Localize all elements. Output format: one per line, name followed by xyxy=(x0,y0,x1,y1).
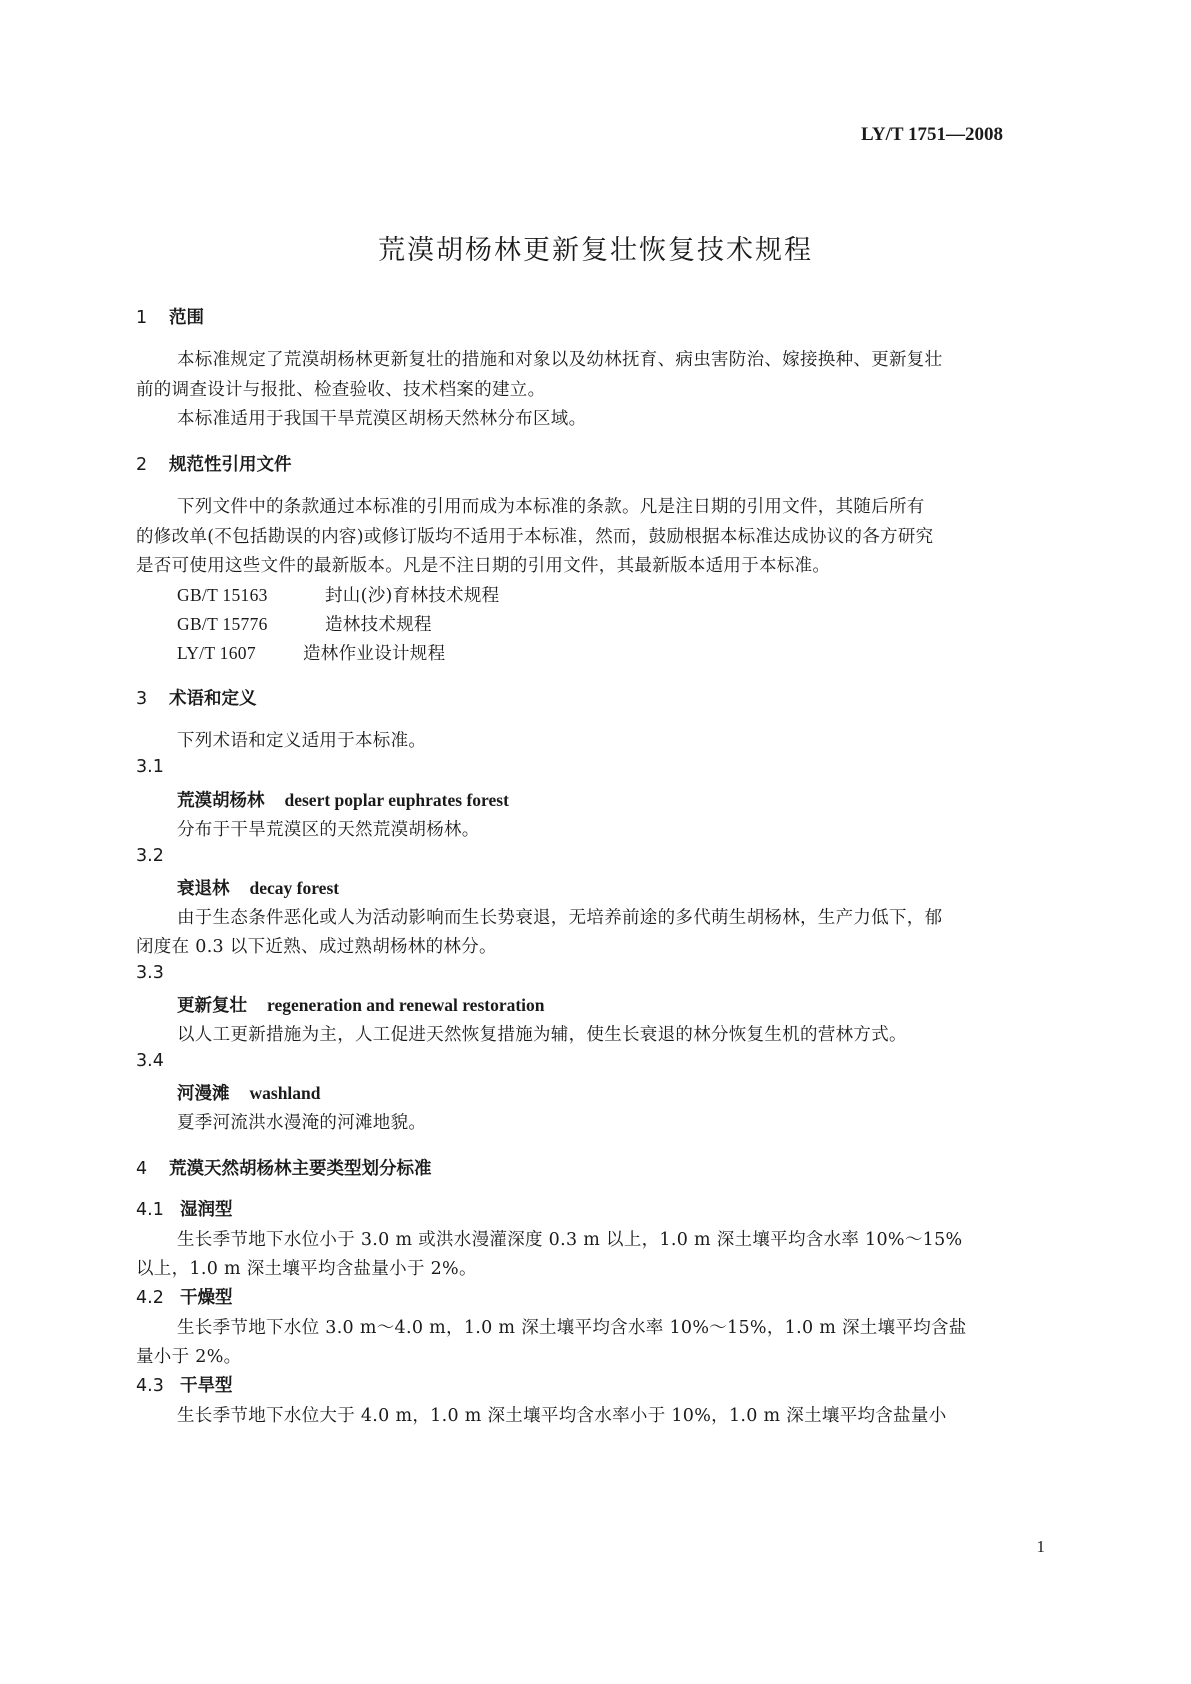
section-number: 4 xyxy=(136,1159,148,1179)
reference-title: 造林技术规程 xyxy=(325,615,432,635)
paragraph-line: 本标准规定了荒漠胡杨林更新复壮的措施和对象以及幼林抚育、病虫害防治、嫁接换种、更新复壮 xyxy=(177,350,943,370)
term-chinese: 河漫滩 xyxy=(177,1084,230,1104)
paragraph-line: 生长季节地下水位大于 4.0 m，1.0 m 深土壤平均含水率小于 10%，1.0 m 深土壤平均含盐量小 xyxy=(177,1406,947,1426)
term-entry xyxy=(177,875,339,900)
reference-title: 造林作业设计规程 xyxy=(303,644,446,664)
subsection-number: 4.1 xyxy=(136,1200,164,1220)
term-number: 3.4 xyxy=(136,1051,164,1071)
term-definition: 夏季河流洪水漫淹的河滩地貌。 xyxy=(177,1113,427,1133)
document-title: 荒漠胡杨林更新复壮恢复技术规程 xyxy=(378,235,813,266)
standard-code: LY/T 1751—2008 xyxy=(860,124,1003,145)
section-number: 2 xyxy=(136,455,148,475)
section-title: 规范性引用文件 xyxy=(169,455,292,475)
section-3-heading xyxy=(136,685,257,710)
reference-code: LY/T 1607 xyxy=(177,643,256,663)
term-definition: 闭度在 0.3 以下近熟、成过熟胡杨林的林分。 xyxy=(136,937,497,957)
reference-title: 封山(沙)育林技术规程 xyxy=(325,586,500,606)
paragraph-line: 生长季节地下水位小于 3.0 m 或洪水漫灌深度 0.3 m 以上，1.0 m 深土壤平均含水率 10%～15% xyxy=(177,1230,963,1250)
section-number: 3 xyxy=(136,689,148,709)
section-1-heading xyxy=(136,304,204,329)
section-4-heading xyxy=(136,1155,432,1180)
term-english: regeneration and renewal restoration xyxy=(267,995,545,1015)
paragraph-line: 下列术语和定义适用于本标准。 xyxy=(177,731,427,751)
page-number: 1 xyxy=(1036,1537,1045,1556)
paragraph-line: 生长季节地下水位 3.0 m～4.0 m，1.0 m 深土壤平均含水率 10%～15%，1.0 m 深土壤平均含盐 xyxy=(177,1318,967,1338)
term-chinese: 衰退林 xyxy=(177,879,230,899)
reference-item xyxy=(177,640,445,665)
paragraph-line: 前的调查设计与报批、检查验收、技术档案的建立。 xyxy=(136,380,546,400)
term-number: 3.1 xyxy=(136,757,164,777)
paragraph-line: 本标准适用于我国干旱荒漠区胡杨天然林分布区域。 xyxy=(177,409,587,429)
reference-item xyxy=(177,611,432,636)
term-chinese: 更新复壮 xyxy=(177,996,247,1016)
term-entry xyxy=(177,992,545,1017)
paragraph-line: 是否可使用这些文件的最新版本。凡是不注日期的引用文件，其最新版本适用于本标准。 xyxy=(136,556,831,576)
term-number: 3.2 xyxy=(136,846,164,866)
term-chinese: 荒漠胡杨林 xyxy=(177,791,265,811)
term-entry xyxy=(177,787,509,812)
term-english: washland xyxy=(249,1083,321,1103)
reference-code: GB/T 15163 xyxy=(177,585,268,605)
subsection-title: 干旱型 xyxy=(180,1376,233,1396)
subsection-heading xyxy=(136,1284,233,1309)
subsection-number: 4.3 xyxy=(136,1376,164,1396)
term-number: 3.3 xyxy=(136,963,164,983)
section-title: 范围 xyxy=(169,308,204,328)
subsection-number: 4.2 xyxy=(136,1288,164,1308)
term-entry xyxy=(177,1080,321,1105)
term-english: desert poplar euphrates forest xyxy=(284,790,509,810)
subsection-heading xyxy=(136,1372,233,1397)
subsection-heading xyxy=(136,1196,233,1221)
term-definition: 以人工更新措施为主，人工促进天然恢复措施为辅，使生长衰退的林分恢复生机的营林方式。 xyxy=(177,1025,907,1045)
term-english: decay forest xyxy=(249,878,340,898)
reference-item xyxy=(177,582,499,607)
section-2-heading xyxy=(136,451,292,476)
subsection-title: 干燥型 xyxy=(180,1288,233,1308)
paragraph-line: 下列文件中的条款通过本标准的引用而成为本标准的条款。凡是注日期的引用文件，其随后所有 xyxy=(177,497,925,517)
paragraph-line: 的修改单(不包括勘误的内容)或修订版均不适用于本标准，然而，鼓励根据本标准达成协议的各方研究 xyxy=(136,527,934,547)
paragraph-line: 以上，1.0 m 深土壤平均含盐量小于 2%。 xyxy=(136,1259,477,1279)
section-title: 术语和定义 xyxy=(169,689,257,709)
reference-code: GB/T 15776 xyxy=(177,614,268,634)
subsection-title: 湿润型 xyxy=(180,1200,233,1220)
paragraph-line: 量小于 2%。 xyxy=(136,1347,242,1367)
term-definition: 分布于干旱荒漠区的天然荒漠胡杨林。 xyxy=(177,820,480,840)
term-definition: 由于生态条件恶化或人为活动影响而生长势衰退，无培养前途的多代萌生胡杨林，生产力低下，郁 xyxy=(177,908,943,928)
section-title: 荒漠天然胡杨林主要类型划分标准 xyxy=(169,1159,432,1179)
section-number: 1 xyxy=(136,308,148,328)
